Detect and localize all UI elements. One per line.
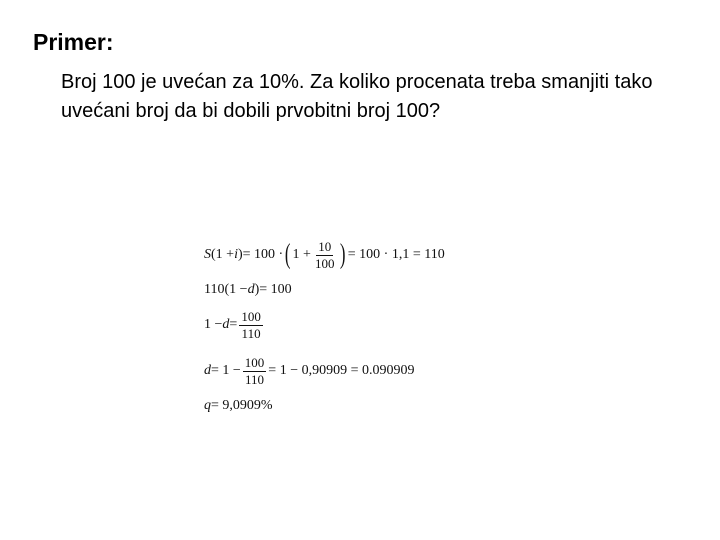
equals: = <box>229 317 238 332</box>
line2-result: = 100 <box>259 282 292 297</box>
slide-heading: Primer: <box>33 29 114 55</box>
fraction-numerator: 100 <box>241 308 261 324</box>
big-paren-close: ) <box>340 239 346 270</box>
paren-close: ) <box>254 282 260 297</box>
formula-line-4 <box>204 348 504 394</box>
var-d: d <box>204 363 211 378</box>
fraction-numerator: 10 <box>318 238 332 254</box>
fraction-100-over-110 <box>243 355 267 388</box>
line1-result: = 100 · 1,1 = 110 <box>347 247 445 262</box>
var-i: i <box>234 247 238 262</box>
one-plus: 1 + <box>215 247 235 262</box>
formula-line-2 <box>204 278 504 302</box>
solution-formulas <box>204 232 504 418</box>
line4-result: = 1 − 0,90909 = 0.090909 <box>268 363 415 378</box>
big-paren-open: ( <box>285 239 291 270</box>
var-d: d <box>247 282 255 297</box>
formula-line-5 <box>204 394 504 418</box>
var-d: d <box>222 317 230 332</box>
fraction-denominator: 110 <box>245 371 265 387</box>
one-plus-2: 1 + <box>292 247 311 262</box>
fraction-denominator: 110 <box>241 325 261 341</box>
fraction-10-over-100 <box>313 239 337 272</box>
fraction-100-over-110 <box>239 309 263 342</box>
var-s: S <box>204 247 211 262</box>
formula-line-3 <box>204 302 504 348</box>
line2-lead: 110 <box>204 282 225 297</box>
eq-100-dot: = 100 · <box>242 247 284 262</box>
paren-close: ) <box>237 247 243 262</box>
line5-result: = 9,0909% <box>211 398 273 413</box>
paren-open: ( <box>224 282 230 297</box>
fraction-denominator: 100 <box>314 255 335 271</box>
one-minus: 1 − <box>229 282 248 297</box>
paren-open: ( <box>211 247 216 262</box>
fraction-numerator: 100 <box>244 354 265 370</box>
line3-lead: 1 − <box>204 317 223 332</box>
var-q: q <box>204 398 211 413</box>
problem-statement: Broj 100 je uvećan za 10%. Za koliko procenata treba smanjiti tako uvećani broj da bi dobili prvobitni broj 100? <box>61 71 653 122</box>
eq-one-minus: = 1 − <box>211 363 241 378</box>
formula-line-1 <box>204 232 504 278</box>
